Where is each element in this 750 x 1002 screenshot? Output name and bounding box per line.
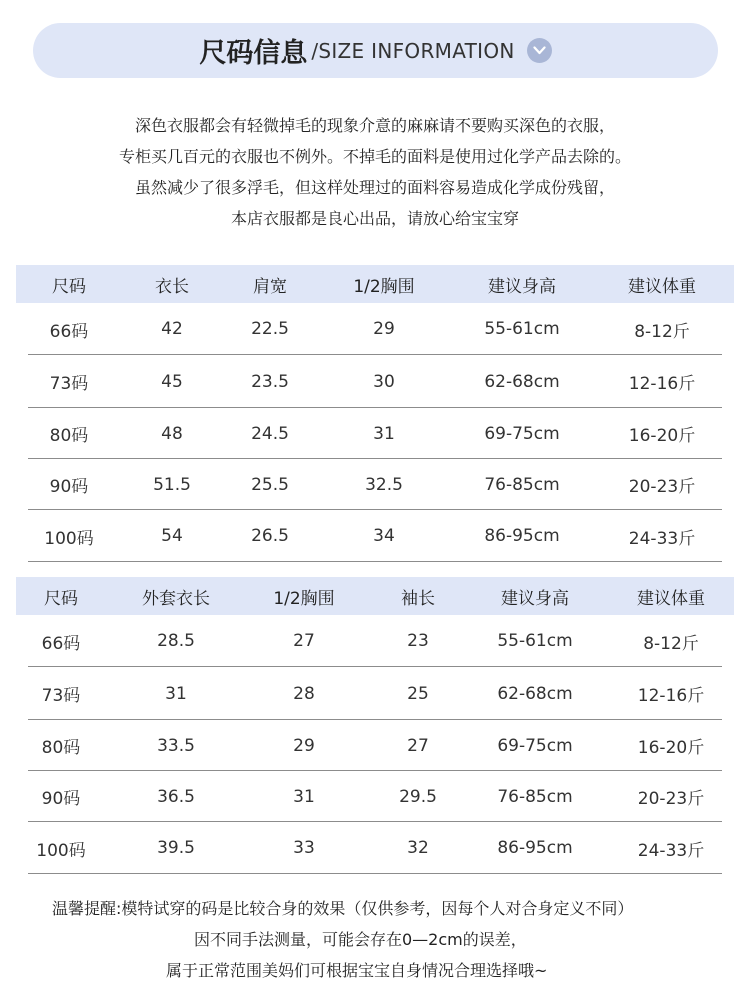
table-cell: 100码 [36, 840, 86, 861]
table-cell: 8-12斤 [634, 321, 690, 342]
intro-line: 虽然减少了很多浮毛，但这样处理过的面料容易造成化学成份残留， [134, 178, 615, 197]
table-cell: 24-33斤 [637, 840, 705, 861]
column-header: 尺码 [44, 588, 78, 609]
size-table-clothing [16, 265, 734, 562]
table-cell: 86-95cm [497, 838, 573, 858]
table-cell: 42 [161, 319, 183, 339]
table-cell: 33 [293, 838, 315, 858]
table-row [16, 771, 734, 822]
table-cell: 69-75cm [497, 735, 573, 756]
table-cell: 30 [373, 371, 395, 392]
column-header: 1/2胸围 [353, 276, 415, 297]
footer-line: 因不同手法测量，可能会存在0—2cm的误差， [194, 930, 527, 949]
table-cell: 31 [373, 423, 395, 444]
intro-line: 本店衣服都是良心出品，请放心给宝宝穿 [230, 209, 519, 228]
column-header: 建议身高 [501, 588, 569, 609]
table-cell: 16-20斤 [637, 738, 705, 758]
table-cell: 48 [161, 423, 183, 444]
column-header: 外套衣长 [142, 588, 210, 609]
footer-line: 属于正常范围美妈们可根据宝宝自身情况合理选择哦~ [166, 961, 548, 980]
table-cell: 29 [373, 319, 395, 339]
intro-notice [0, 110, 750, 234]
table-cell: 27 [407, 735, 429, 756]
table-cell: 66码 [41, 633, 81, 654]
table-cell: 20-23斤 [628, 477, 696, 497]
table-cell: 24-33斤 [628, 528, 696, 549]
column-header: 建议体重 [637, 588, 705, 609]
table-cell: 25.5 [251, 474, 289, 495]
table-row [16, 355, 734, 408]
table-cell: 51.5 [153, 474, 191, 495]
footer-reminder [0, 893, 750, 986]
table-row [16, 667, 734, 720]
chevron-down-icon [527, 38, 552, 63]
table-row [16, 459, 734, 510]
table-row [16, 408, 734, 459]
table-cell: 90码 [41, 789, 81, 809]
table-cell: 16-20斤 [628, 426, 696, 446]
table-cell: 45 [161, 371, 183, 392]
table-row [16, 303, 734, 355]
table-cell: 12-16斤 [637, 686, 705, 706]
table-cell: 12-16斤 [628, 374, 696, 394]
table-row [16, 510, 734, 562]
table-cell: 20-23斤 [637, 789, 705, 809]
table-row [16, 720, 734, 771]
table-cell: 76-85cm [484, 474, 560, 495]
table-cell: 69-75cm [484, 423, 560, 444]
table-cell: 24.5 [251, 423, 289, 444]
table-cell: 100码 [44, 528, 94, 549]
table-row [16, 822, 734, 874]
table-cell: 22.5 [251, 319, 289, 339]
intro-line: 专柜买几百元的衣服也不例外。不掉毛的面料是使用过化学产品去除的。 [118, 147, 631, 166]
table-cell: 66码 [49, 321, 89, 342]
table-cell: 31 [165, 683, 187, 704]
table-cell: 33.5 [157, 735, 195, 756]
column-header: 袖长 [401, 588, 435, 609]
table-cell: 62-68cm [484, 371, 560, 392]
table-row [16, 615, 734, 667]
table-cell: 8-12斤 [643, 633, 699, 654]
table-cell: 32.5 [365, 474, 403, 495]
table-cell: 73码 [49, 374, 89, 394]
table-cell: 31 [293, 786, 315, 807]
footer-line: 温馨提醒:模特试穿的码是比较合身的效果（仅供参考，因每个人对合身定义不同） [52, 899, 634, 918]
table-cell: 76-85cm [497, 786, 573, 807]
table-cell: 29 [293, 735, 315, 756]
table-cell: 55-61cm [497, 631, 573, 651]
header-title: 尺码信息 [199, 38, 308, 69]
column-header: 建议体重 [628, 276, 696, 297]
table-cell: 73码 [41, 686, 81, 706]
header-subtitle: /SIZE INFORMATION [311, 38, 515, 63]
table-cell: 28 [293, 683, 315, 704]
table-cell: 86-95cm [484, 526, 560, 546]
table-cell: 80码 [49, 426, 89, 446]
table-cell: 23 [407, 631, 429, 651]
table-cell: 29.5 [399, 786, 437, 807]
table-cell: 36.5 [157, 786, 195, 807]
table-cell: 55-61cm [484, 319, 560, 339]
table-cell: 39.5 [157, 838, 195, 858]
table-cell: 34 [373, 526, 395, 546]
table-cell: 28.5 [157, 631, 195, 651]
table-cell: 62-68cm [497, 683, 573, 704]
table-cell: 90码 [49, 477, 89, 497]
table-cell: 23.5 [251, 371, 289, 392]
size-info-header [33, 23, 718, 78]
column-header: 1/2胸围 [273, 588, 335, 609]
column-header: 建议身高 [488, 276, 556, 297]
intro-line: 深色衣服都会有轻微掉毛的现象介意的麻麻请不要购买深色的衣服， [134, 116, 615, 135]
table-header-row [16, 265, 734, 303]
table-cell: 54 [161, 526, 183, 546]
column-header: 衣长 [155, 276, 189, 297]
column-header: 肩宽 [253, 276, 287, 297]
column-header: 尺码 [52, 276, 86, 297]
table-cell: 32 [407, 838, 429, 858]
table-cell: 25 [407, 683, 429, 704]
table-cell: 26.5 [251, 526, 289, 546]
size-table-coat [16, 577, 734, 874]
table-cell: 80码 [41, 738, 81, 758]
table-cell: 27 [293, 631, 315, 651]
table-header-row [16, 577, 734, 615]
